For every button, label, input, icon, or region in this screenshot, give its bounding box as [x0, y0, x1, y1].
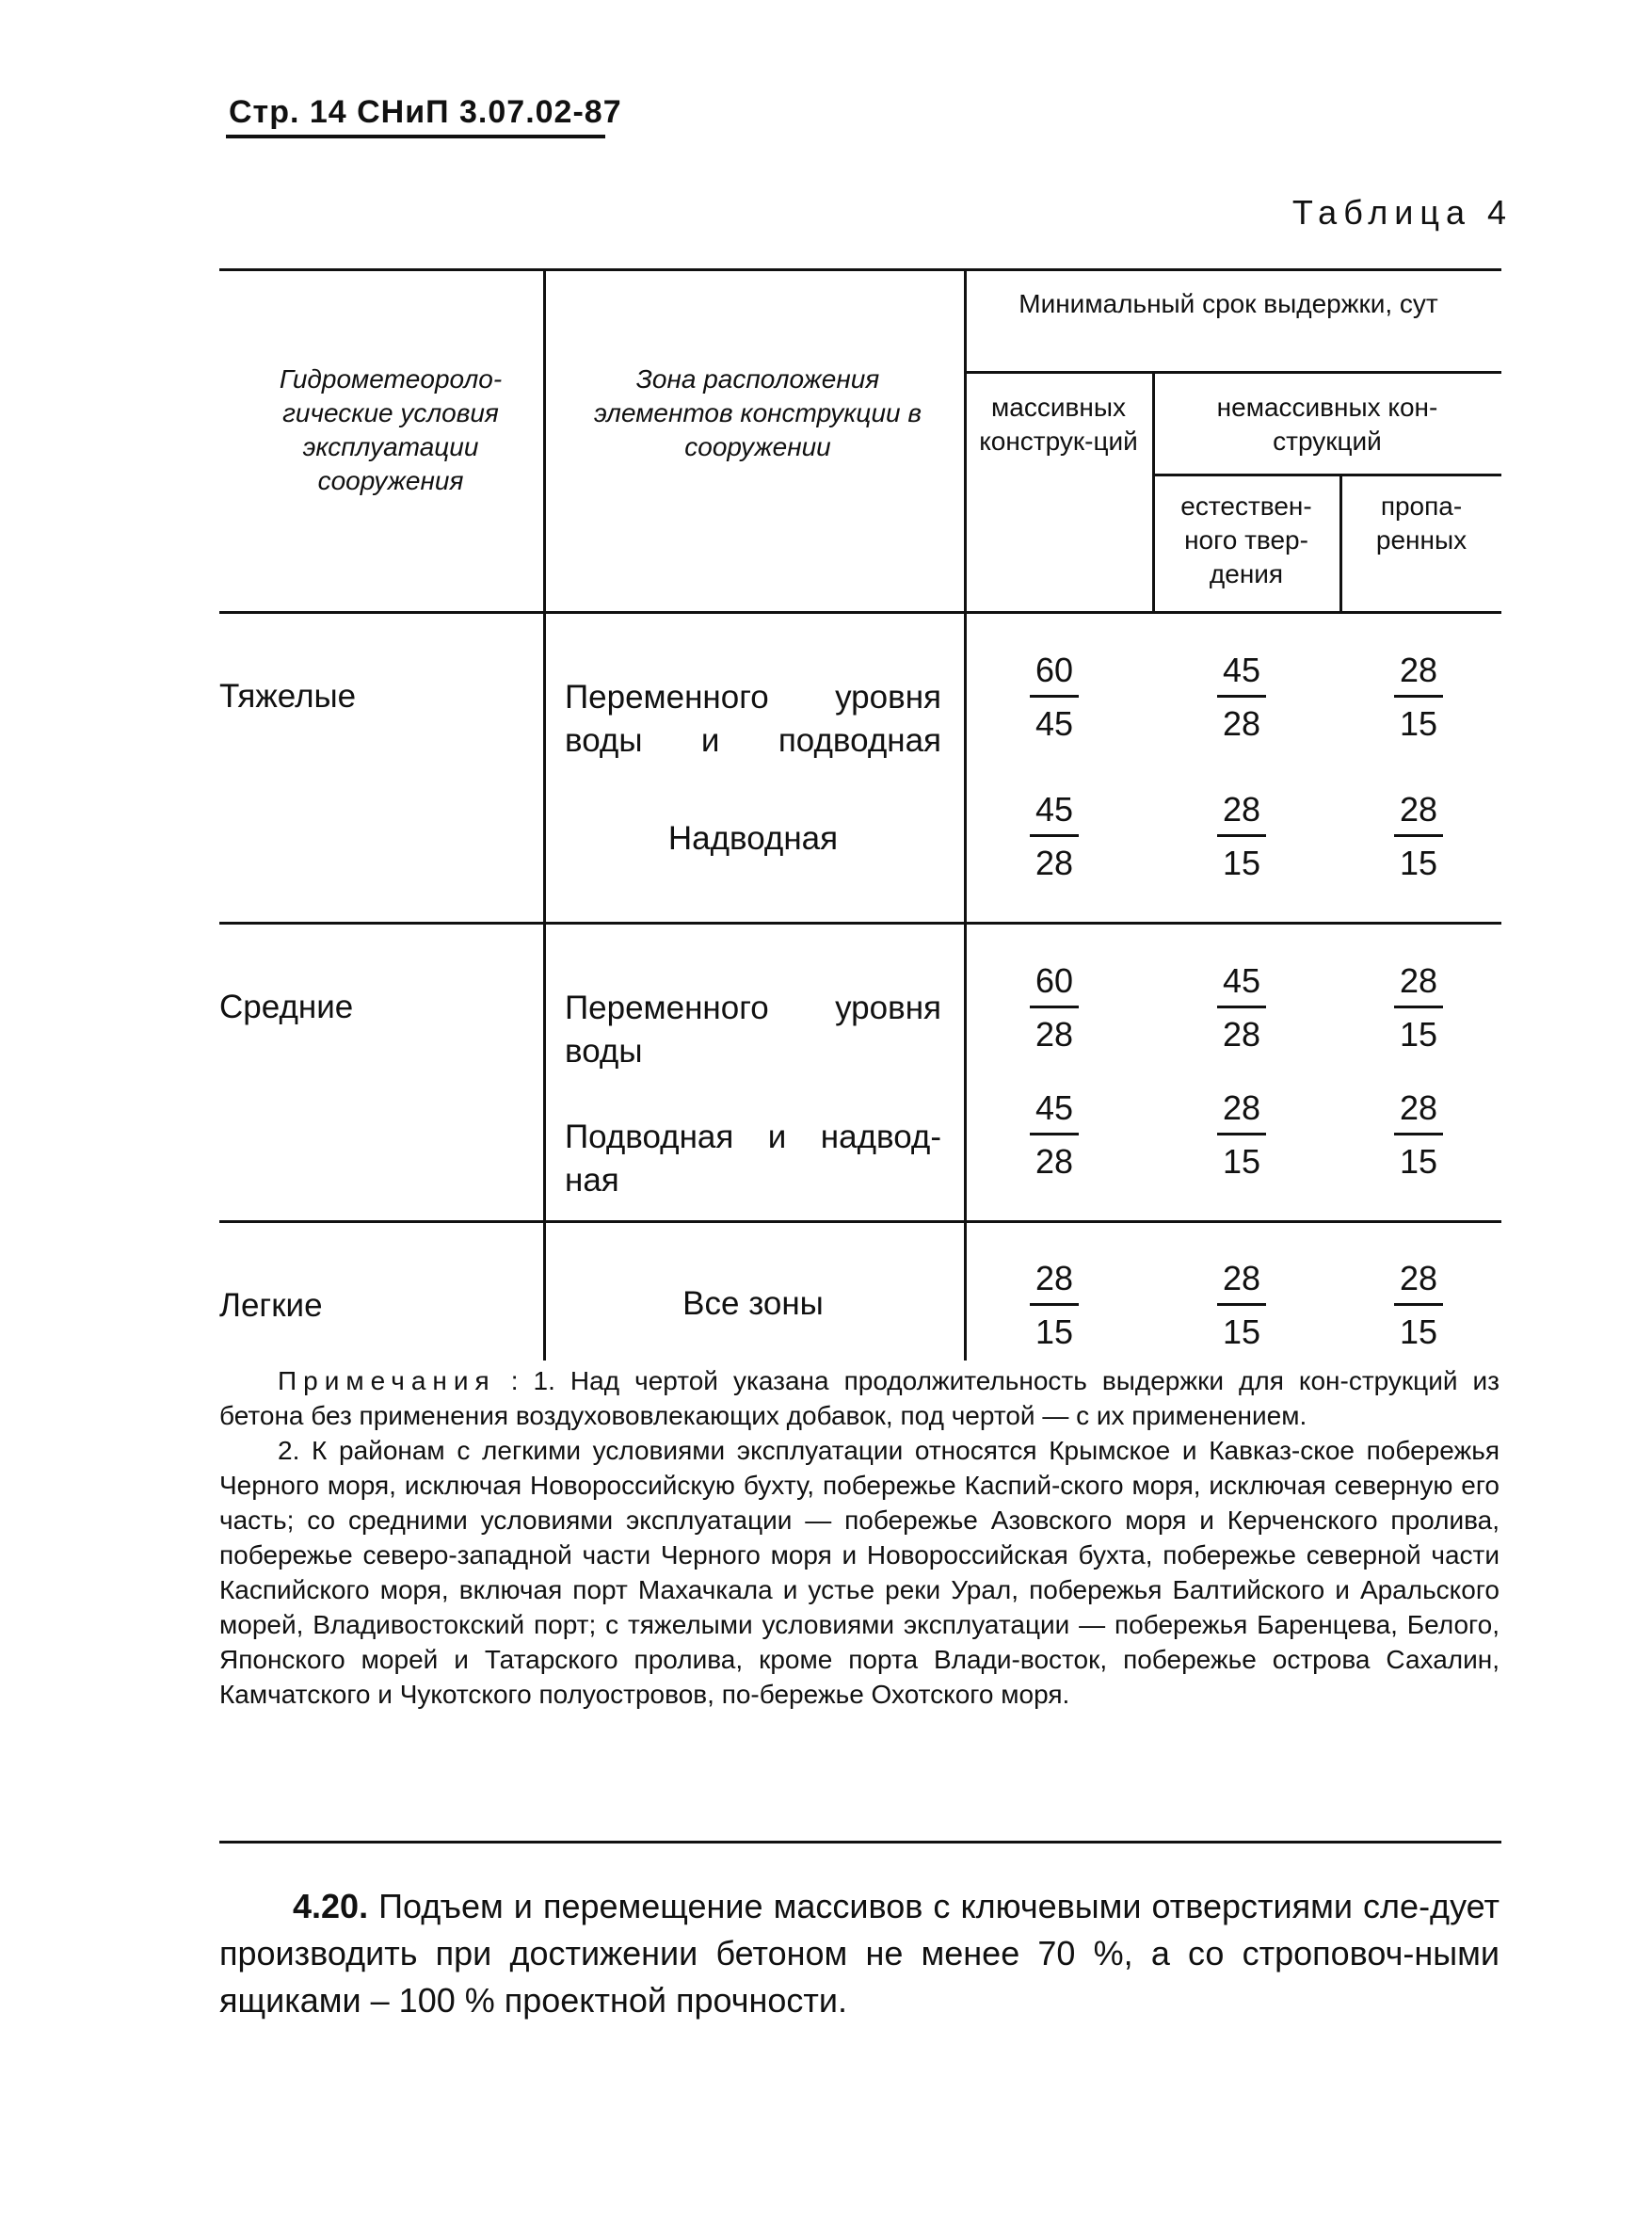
value-above: 60: [1035, 651, 1074, 689]
head-natural-hardening: естествен-ного твер-дения: [1180, 491, 1312, 588]
head-conditions: Гидрометеороло-гические условия эксплуатации сооружения: [279, 364, 503, 495]
value-cell: [998, 650, 1111, 745]
fraction-bar: [1217, 1133, 1266, 1135]
value-cell: [1185, 960, 1298, 1055]
fraction-bar: [1217, 1303, 1266, 1306]
note-1: Примечания : 1. Над чертой указана продолжительность выдержки для кон-струкций из бетона без применения воздухововлекающих добавок, под чертой — с их применением.: [219, 1366, 1500, 1430]
table-col-rule-3: [1152, 371, 1155, 611]
value-cell: [998, 789, 1111, 884]
zone-cell: Переменного уровня воды и подводная: [565, 679, 941, 759]
note-2: 2. К районам с легкими условиями эксплуатации относятся Крымское и Кавказ-ское побережья Черного моря, исключая Новороссийскую бухту, побережье Каспий-ского моря, исключая северную его часть; со средними условиями эксплуатации — побережье Азовского моря и Керченского пролива, побережье северо-западной части Черного моря и Новороссийская бухта, побережье северной части Каспийского моря, включая порт Махачкала и устье реки Урал, побережья Балтийского и Аральского морей, Владивостокский порт; с тяжелыми условиями эксплуатации — побережья Баренцева, Белого, Японского морей и Татарского пролива, кроме порта Влади-восток, побережье острова Сахалин, Камчатского и Чукотского полуостровов, по-бережье Охотского моря.: [219, 1436, 1500, 1709]
fraction-bar: [1394, 834, 1443, 837]
value-above: 28: [1222, 1088, 1261, 1127]
condition-light: Легкие: [219, 1287, 323, 1324]
fraction-bar: [1394, 1303, 1443, 1306]
value-below: 15: [1399, 1142, 1438, 1181]
paragraph-text: Подъем и перемещение массивов с ключевыми отверстиями сле-дует производить при достижении бетоном не менее 70 %, а со строповоч-ными ящиками – 100 % проектной прочности.: [219, 1887, 1500, 2020]
value-cell: [1362, 789, 1475, 884]
value-below: 15: [1399, 844, 1438, 882]
fraction-bar: [1217, 695, 1266, 698]
table-caption: Таблица 4: [1291, 193, 1513, 232]
fraction-bar: [1030, 1133, 1079, 1135]
head-min-curing-period: Минимальный срок выдержки, сут: [1018, 289, 1438, 318]
condition-medium: Средние: [219, 989, 354, 1025]
value-below: 28: [1222, 1015, 1261, 1054]
value-cell: [1185, 650, 1298, 745]
fraction-bar: [1030, 1006, 1079, 1008]
fraction-bar: [1030, 695, 1079, 698]
value-below: 45: [1035, 704, 1074, 743]
value-cell: [998, 960, 1111, 1055]
table-top-rule: [219, 268, 1501, 271]
table-subgroup-rule: [1153, 474, 1501, 476]
paragraph-number: 4.20.: [293, 1887, 369, 1925]
value-above: 28: [1222, 790, 1261, 829]
fraction-bar: [1217, 1006, 1266, 1008]
head-steamed: пропа-ренных: [1375, 491, 1468, 555]
value-above: 45: [1035, 1088, 1074, 1127]
note-1-text: 1. Над чертой указана продолжительность выдержки для кон-струкций из бетона без применения воздухововлекающих добавок, под чертой — с их применением.: [219, 1366, 1500, 1430]
row-divider-1: [219, 922, 1501, 925]
value-below: 15: [1222, 1312, 1261, 1351]
zone-cell: Переменного уровня воды: [565, 990, 941, 1070]
value-above: 28: [1222, 1259, 1261, 1297]
value-below: 28: [1035, 1015, 1074, 1054]
notes-label: Примечания: [278, 1366, 496, 1395]
table-notes: [219, 1363, 1500, 1712]
head-nonmassive: немассивных кон-струкций: [1216, 393, 1438, 456]
value-below: 15: [1399, 704, 1438, 743]
value-above: 28: [1035, 1259, 1074, 1297]
value-above: 60: [1035, 961, 1074, 1000]
value-above: 45: [1035, 790, 1074, 829]
table-col-rule-2: [964, 268, 967, 1361]
zone-cell: Все зоны: [682, 1285, 824, 1322]
table-col-rule-1: [543, 268, 546, 1361]
zone-cell: Подводная и надвод-ная: [565, 1119, 941, 1199]
value-below: 28: [1035, 1142, 1074, 1181]
value-above: 28: [1399, 790, 1438, 829]
fraction-bar: [1217, 834, 1266, 837]
value-below: 15: [1399, 1015, 1438, 1054]
value-cell: [1362, 650, 1475, 745]
table-head-bottom-rule: [219, 611, 1501, 614]
header-rule: [226, 135, 605, 138]
value-above: 45: [1222, 651, 1261, 689]
value-below: 15: [1399, 1312, 1438, 1351]
value-cell: [998, 1087, 1111, 1183]
value-cell: [1362, 960, 1475, 1055]
value-cell: [1362, 1087, 1475, 1183]
value-cell: [1185, 1258, 1298, 1353]
value-cell: [1185, 1087, 1298, 1183]
value-cell: [998, 1258, 1111, 1353]
section-divider: [219, 1841, 1501, 1844]
fraction-bar: [1394, 1133, 1443, 1135]
value-above: 28: [1399, 1259, 1438, 1297]
value-below: 28: [1222, 704, 1261, 743]
value-above: 45: [1222, 961, 1261, 1000]
page-header: Стр. 14 СНиП 3.07.02-87: [229, 94, 622, 130]
fraction-bar: [1394, 695, 1443, 698]
value-below: 15: [1035, 1312, 1074, 1351]
fraction-bar: [1030, 1303, 1079, 1306]
value-below: 28: [1035, 844, 1074, 882]
value-above: 28: [1399, 961, 1438, 1000]
head-massive: массивных конструк-ций: [979, 393, 1138, 456]
value-above: 28: [1399, 1088, 1438, 1127]
head-zone: Зона расположения элементов конструкции в сооружении: [594, 364, 922, 461]
zone-cell: Надводная: [667, 820, 839, 857]
condition-heavy: Тяжелые: [219, 678, 357, 715]
table-col-rule-4: [1339, 474, 1342, 611]
table-group-rule: [965, 371, 1501, 374]
value-below: 15: [1222, 844, 1261, 882]
value-cell: [1362, 1258, 1475, 1353]
fraction-bar: [1394, 1006, 1443, 1008]
fraction-bar: [1030, 834, 1079, 837]
value-cell: [1185, 789, 1298, 884]
value-above: 28: [1399, 651, 1438, 689]
paragraph-4-20: [219, 1883, 1500, 2024]
row-divider-2: [219, 1220, 1501, 1223]
value-below: 15: [1222, 1142, 1261, 1181]
